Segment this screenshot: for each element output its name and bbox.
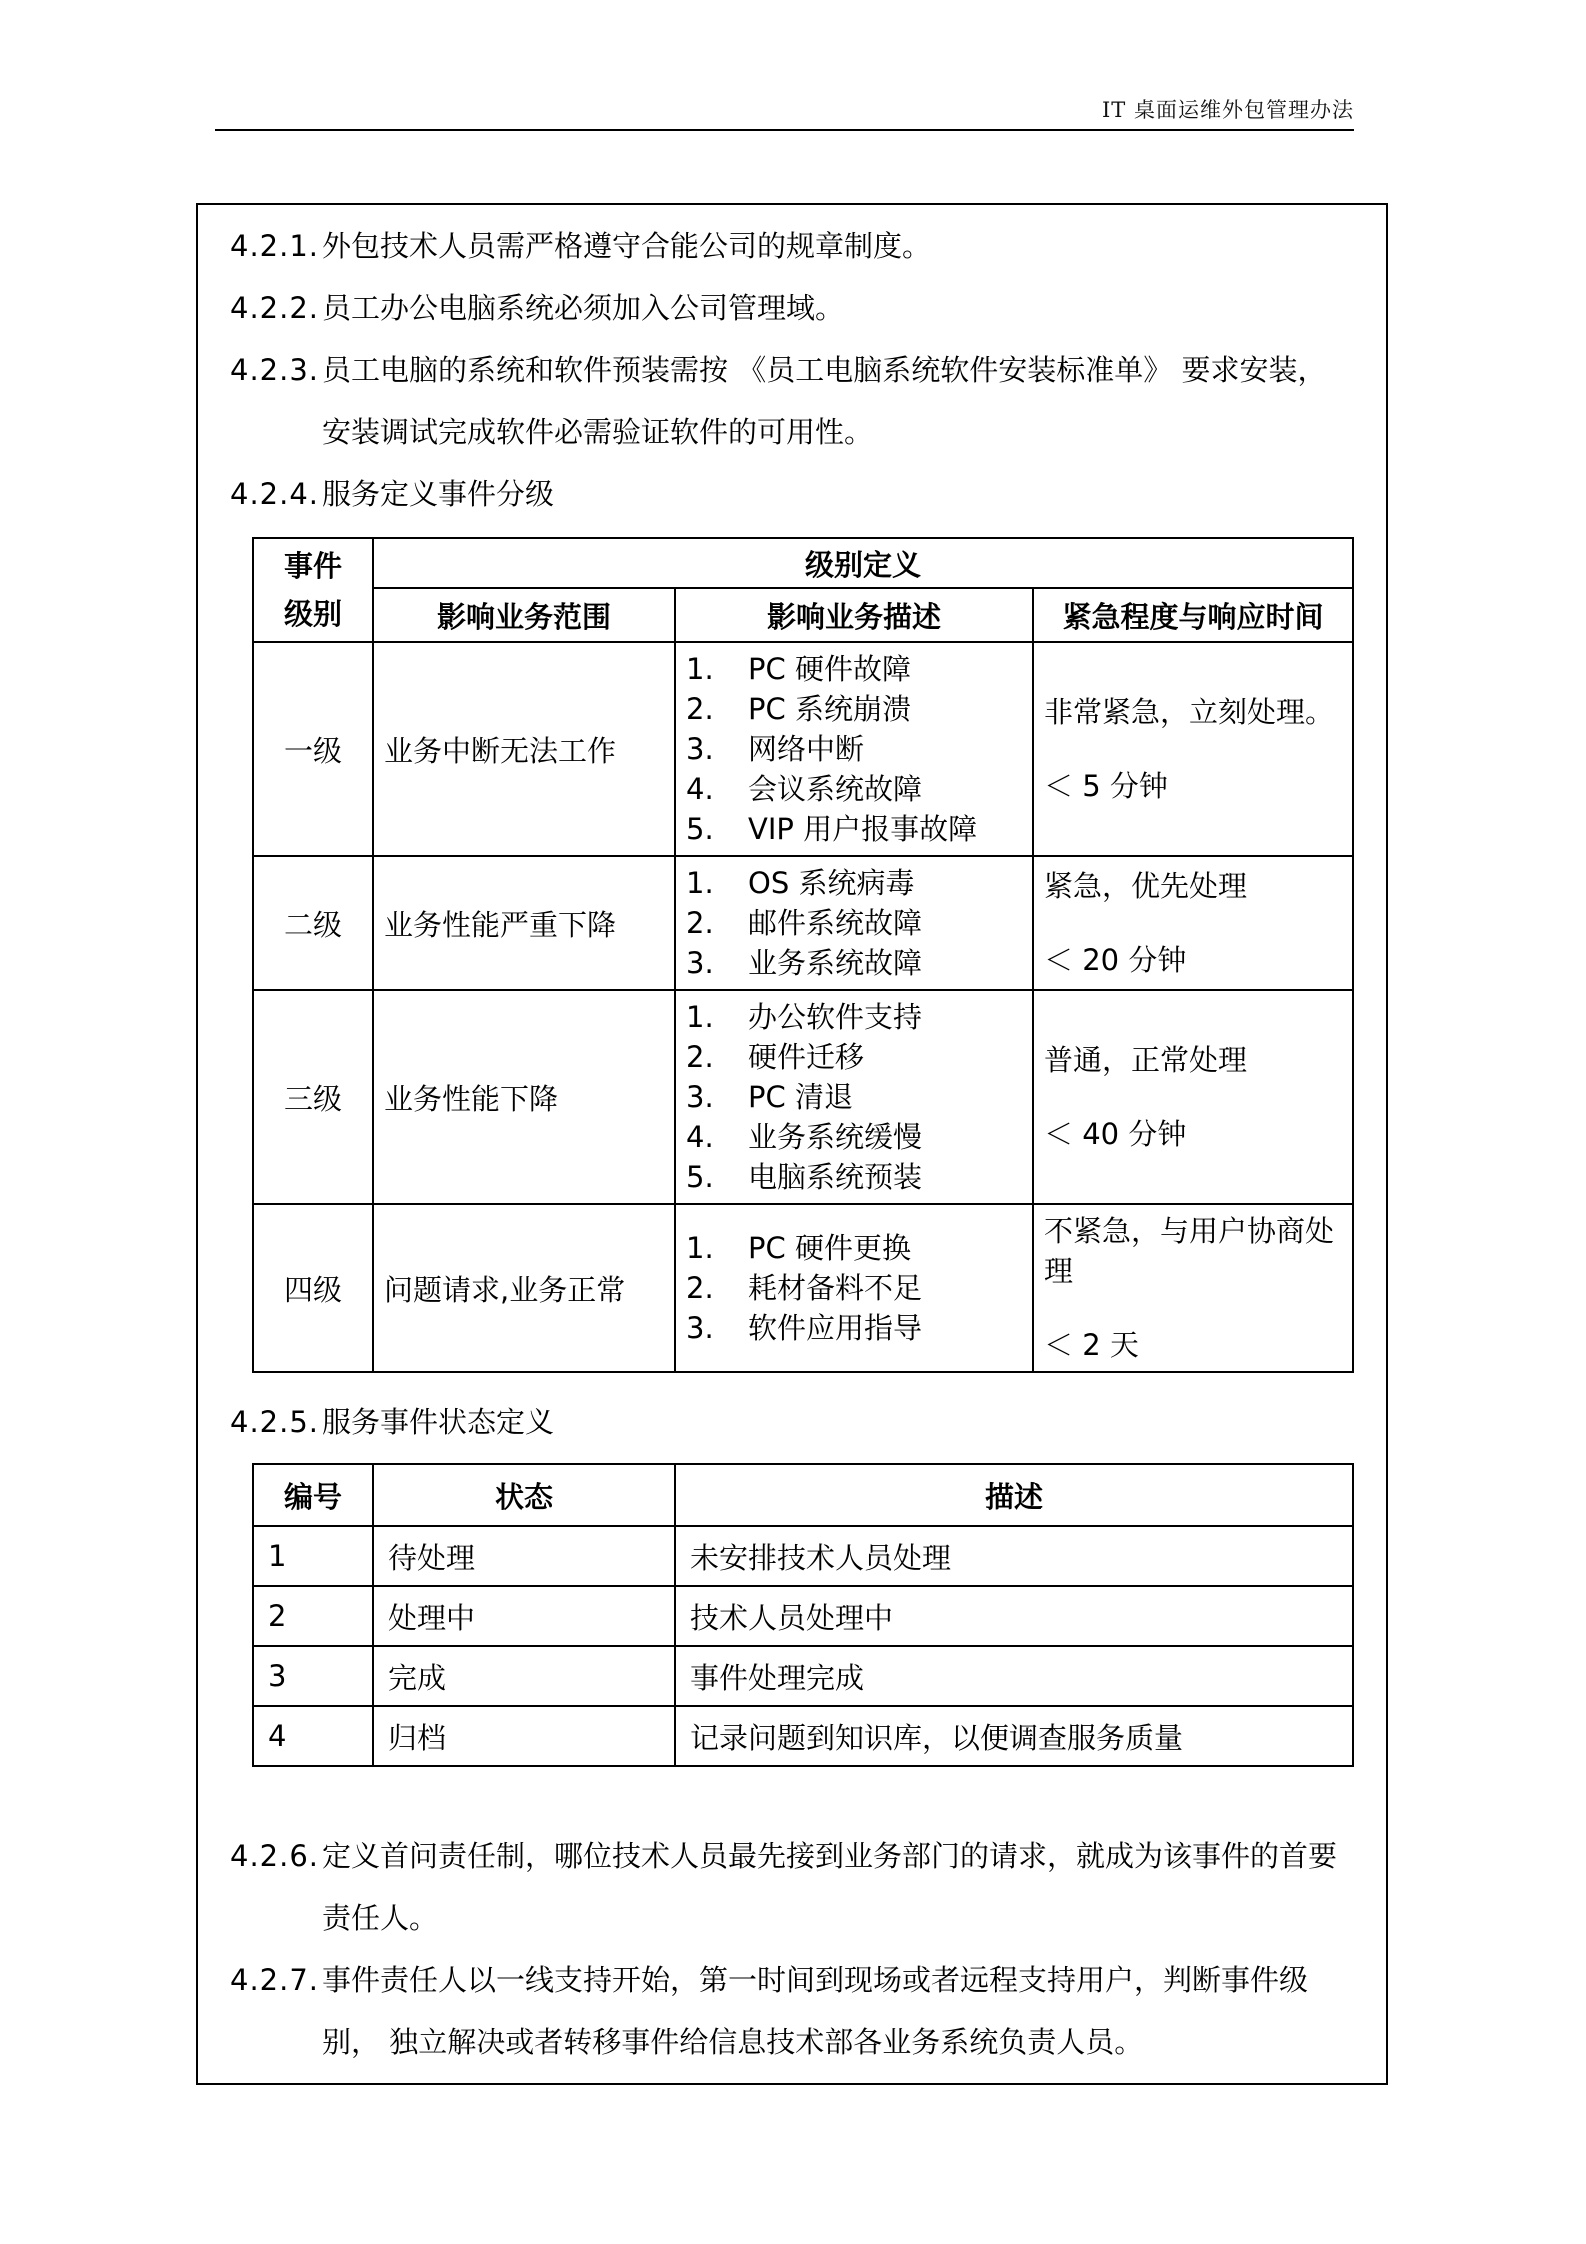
level-cell: 二级 [253, 856, 373, 990]
desc-item-text: PC 硬件更换 [748, 1231, 911, 1265]
desc-cell [675, 990, 1033, 1204]
desc-item-number: 1. [686, 1000, 714, 1034]
clause-4-2-6 [230, 1825, 1352, 1949]
scope-cell: 业务中断无法工作 [373, 642, 675, 856]
urgency-line: ＜ 5 分钟 [1044, 769, 1168, 803]
desc-item [686, 769, 1022, 809]
urgency-line: 紧急，优先处理 [1044, 869, 1248, 903]
desc-item [686, 1157, 1022, 1197]
desc-item-text: PC 系统崩溃 [748, 692, 911, 726]
desc-item [686, 903, 1022, 943]
desc-item [686, 943, 1022, 983]
running-header [215, 94, 1354, 131]
urgency-line: 非常紧急，立刻处理。 [1044, 695, 1335, 729]
status-name-cell: 归档 [373, 1706, 675, 1766]
desc-item-number: 2. [686, 906, 714, 940]
content-box [196, 203, 1388, 2085]
level-definition-header: 级别定义 [373, 538, 1353, 588]
desc-item [686, 863, 1022, 903]
desc-item [686, 1308, 1022, 1348]
clause-text: 服务事件状态定义 [322, 1405, 555, 1439]
event-level-table [252, 537, 1354, 1373]
urgency-line: 不紧急，与用户协商处理 [1044, 1214, 1335, 1288]
status-desc-cell: 技术人员处理中 [675, 1586, 1353, 1646]
clause-4-2-3 [230, 339, 1352, 463]
status-name-cell: 完成 [373, 1646, 675, 1706]
clause-text: 服务定义事件分级 [322, 477, 555, 511]
desc-item-text: 业务系统缓慢 [748, 1120, 923, 1154]
desc-item [686, 1117, 1022, 1157]
desc-item [686, 997, 1022, 1037]
status-header-status: 状态 [373, 1464, 675, 1526]
desc-item-text: 耗材备料不足 [748, 1271, 923, 1305]
status-id-cell: 1 [253, 1526, 373, 1586]
scope-cell: 业务性能严重下降 [373, 856, 675, 990]
status-desc-cell: 未安排技术人员处理 [675, 1526, 1353, 1586]
desc-item [686, 1268, 1022, 1308]
status-table-header-row [253, 1464, 1353, 1526]
clause-text: 外包技术人员需严格遵守合能公司的规章制度。 [322, 229, 932, 263]
desc-item-text: 网络中断 [748, 732, 865, 766]
level-row-1 [253, 642, 1353, 856]
clause-text: 员工电脑的系统和软件预装需按 《员工电脑系统软件安装标准单》 要求安装，安装调试完成软件必需验证软件的可用性。 [322, 353, 1327, 449]
desc-item-text: 会议系统故障 [748, 772, 923, 806]
clause-text: 事件责任人以一线支持开始，第一时间到现场或者远程支持用户，判断事件级别， 独立解决或者转移事件给信息技术部各业务系统负责人员。 [322, 1963, 1309, 2059]
status-id-cell: 4 [253, 1706, 373, 1766]
desc-item-text: 硬件迁移 [748, 1040, 865, 1074]
desc-item-text: 办公软件支持 [748, 1000, 923, 1034]
level-cell: 一级 [253, 642, 373, 856]
desc-item-text: 电脑系统预装 [748, 1160, 923, 1194]
clause-4-2-4 [230, 463, 1352, 525]
urgency-cell [1033, 642, 1353, 856]
level-table-header-row-1 [253, 538, 1353, 588]
doc-title: IT 桌面运维外包管理办法 [1102, 98, 1354, 122]
desc-item-number: 3. [686, 1311, 714, 1345]
clause-4-2-2 [230, 277, 1352, 339]
corner-line-1: 事件 [283, 549, 342, 583]
urgency-cell [1033, 1204, 1353, 1372]
clause-4-2-1 [230, 215, 1352, 277]
desc-item-text: VIP 用户报事故障 [748, 812, 978, 846]
status-desc-cell: 事件处理完成 [675, 1646, 1353, 1706]
desc-cell [675, 642, 1033, 856]
desc-item-text: 软件应用指导 [748, 1311, 923, 1345]
desc-item-number: 1. [686, 866, 714, 900]
desc-item [686, 689, 1022, 729]
desc-item-number: 5. [686, 812, 714, 846]
urgency-cell [1033, 856, 1353, 990]
desc-item-number: 4. [686, 1120, 714, 1154]
desc-item-text: 业务系统故障 [748, 946, 923, 980]
desc-item-text: PC 硬件故障 [748, 652, 911, 686]
status-name-cell: 待处理 [373, 1526, 675, 1586]
status-id-cell: 3 [253, 1646, 373, 1706]
clause-text: 员工办公电脑系统必须加入公司管理域。 [322, 291, 845, 325]
event-level-corner-cell [253, 538, 373, 642]
status-header-id: 编号 [253, 1464, 373, 1526]
clause-number: 4.2.4. [230, 477, 320, 511]
status-row-3 [253, 1646, 1353, 1706]
desc-item-number: 1. [686, 1231, 714, 1265]
clause-4-2-5 [230, 1391, 1352, 1453]
status-table [252, 1463, 1354, 1767]
desc-item-number: 5. [686, 1160, 714, 1194]
desc-item [686, 1077, 1022, 1117]
clause-text: 定义首问责任制，哪位技术人员最先接到业务部门的请求，就成为该事件的首要责任人。 [322, 1839, 1338, 1935]
desc-item [686, 809, 1022, 849]
desc-item-number: 3. [686, 732, 714, 766]
urgency-line: ＜ 2 天 [1044, 1328, 1139, 1362]
urgency-cell [1033, 990, 1353, 1204]
level-table-header-row-2 [253, 588, 1353, 642]
desc-item-number: 2. [686, 1271, 714, 1305]
desc-item-text: PC 清退 [748, 1080, 853, 1114]
clause-number: 4.2.7. [230, 1963, 320, 1997]
desc-item-number: 3. [686, 946, 714, 980]
desc-item-number: 2. [686, 692, 714, 726]
clause-number: 4.2.3. [230, 353, 320, 387]
status-desc-cell: 记录问题到知识库，以便调查服务质量 [675, 1706, 1353, 1766]
urgency-line: ＜ 20 分钟 [1044, 943, 1187, 977]
clause-number: 4.2.5. [230, 1405, 320, 1439]
column-header-urgency: 紧急程度与响应时间 [1033, 588, 1353, 642]
desc-item-number: 2. [686, 1040, 714, 1074]
column-header-desc: 影响业务描述 [675, 588, 1033, 642]
status-id-cell: 2 [253, 1586, 373, 1646]
level-row-4 [253, 1204, 1353, 1372]
desc-item [686, 649, 1022, 689]
urgency-line: 普通，正常处理 [1044, 1043, 1248, 1077]
status-row-2 [253, 1586, 1353, 1646]
scope-cell: 业务性能下降 [373, 990, 675, 1204]
desc-item-number: 3. [686, 1080, 714, 1114]
desc-item-text: 邮件系统故障 [748, 906, 923, 940]
status-row-4 [253, 1706, 1353, 1766]
clause-number: 4.2.2. [230, 291, 320, 325]
desc-item-number: 4. [686, 772, 714, 806]
corner-line-2: 级别 [283, 597, 342, 631]
desc-cell [675, 856, 1033, 990]
vertical-spacer [230, 1767, 1352, 1825]
status-header-desc: 描述 [675, 1464, 1353, 1526]
desc-item [686, 729, 1022, 769]
scope-cell: 问题请求,业务正常 [373, 1204, 675, 1372]
column-header-scope: 影响业务范围 [373, 588, 675, 642]
level-cell: 三级 [253, 990, 373, 1204]
level-cell: 四级 [253, 1204, 373, 1372]
desc-item-text: OS 系统病毒 [748, 866, 915, 900]
clause-4-2-7 [230, 1949, 1352, 2073]
level-row-2 [253, 856, 1353, 990]
clause-number: 4.2.1. [230, 229, 320, 263]
status-name-cell: 处理中 [373, 1586, 675, 1646]
desc-item-number: 1. [686, 652, 714, 686]
level-row-3 [253, 990, 1353, 1204]
desc-item [686, 1037, 1022, 1077]
desc-item [686, 1228, 1022, 1268]
status-row-1 [253, 1526, 1353, 1586]
urgency-line: ＜ 40 分钟 [1044, 1117, 1187, 1151]
desc-cell [675, 1204, 1033, 1372]
clause-number: 4.2.6. [230, 1839, 320, 1873]
